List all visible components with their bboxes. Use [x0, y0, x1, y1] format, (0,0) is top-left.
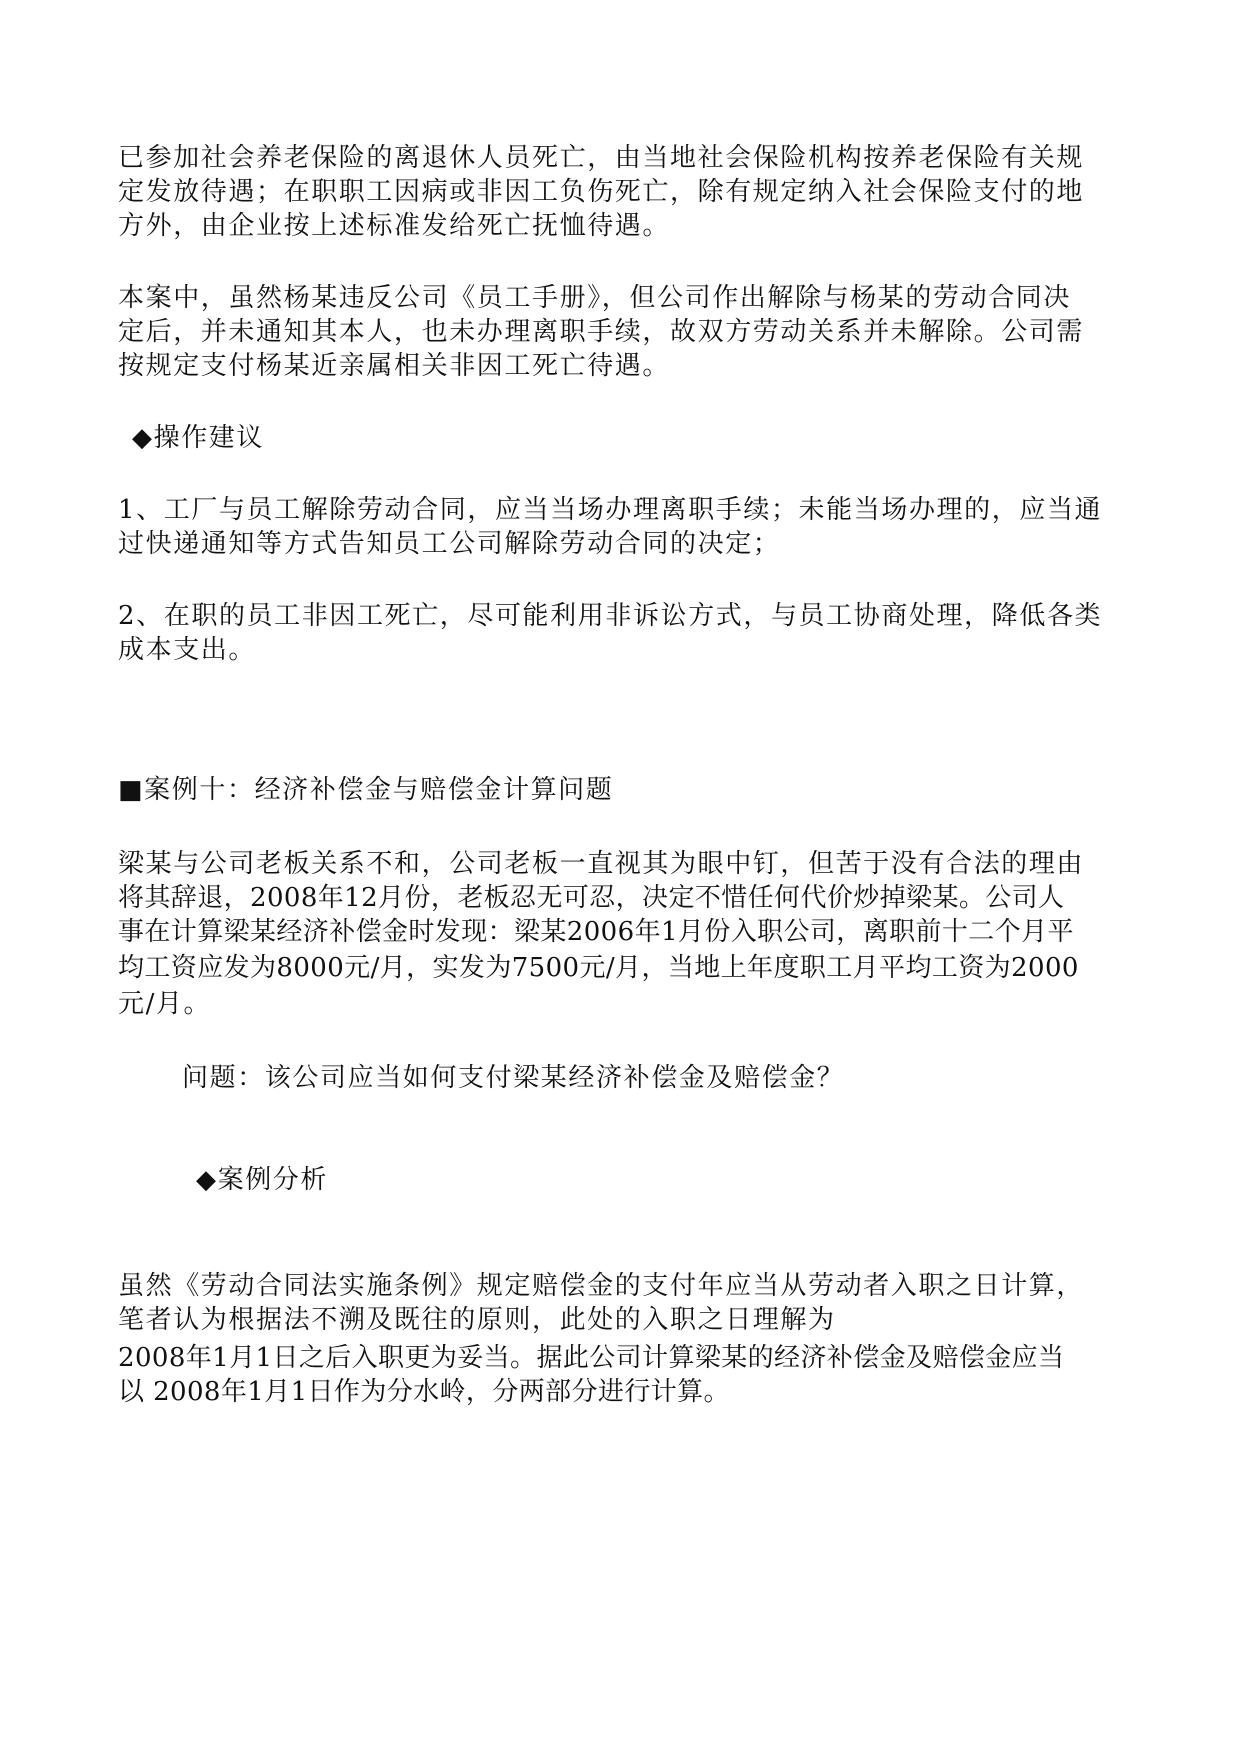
paragraph-line: 2、在职的员工非因工死亡，尽可能利用非诉讼方式，与员工协商处理，降低各类	[118, 601, 1103, 631]
paragraph-line: 将其辞退，2008年12月份，老板忍无可忍，决定不惜任何代价炒掉梁某。公司人	[118, 883, 1065, 913]
paragraph-line: 以 2008年1月1日作为分水岭，分两部分进行计算。	[118, 1377, 730, 1407]
paragraph-line: 方外，由企业按上述标准发给死亡抚恤待遇。	[118, 211, 671, 241]
paragraph-line: 定后，并未通知其本人，也未办理离职手续，故双方劳动关系并未解除。公司需	[118, 317, 1085, 347]
paragraph-line: 虽然《劳动合同法实施条例》规定赔偿金的支付年应当从劳动者入职之日计算，	[118, 1271, 1085, 1301]
paragraph-line: 按规定支付杨某近亲属相关非因工死亡待遇。	[118, 351, 671, 381]
paragraph-line: 1、工厂与员工解除劳动合同，应当当场办理离职手续；未能当场办理的，应当通	[118, 495, 1103, 525]
paragraph-line: 事在计算梁某经济补偿金时发现：梁某2006年1月份入职公司，离职前十二个月平	[118, 917, 1074, 947]
paragraph-line: 梁某与公司老板关系不和，公司老板一直视其为眼中钉，但苦于没有合法的理由	[118, 849, 1085, 879]
paragraph-line: 已参加社会养老保险的离退休人员死亡，由当地社会保险机构按养老保险有关规	[118, 143, 1085, 173]
paragraph-line: 笔者认为根据法不溯及既往的原则，此处的入职之日理解为	[118, 1305, 836, 1335]
paragraph-line: 定发放待遇；在职职工因病或非因工负伤死亡，除有规定纳入社会保险支付的地	[118, 177, 1085, 207]
question-text: 问题：该公司应当如何支付梁某经济补偿金及赔偿金？	[182, 1063, 845, 1093]
paragraph-line: 成本支出。	[118, 635, 257, 665]
case-title: ■案例十：经济补偿金与赔偿金计算问题	[118, 775, 614, 805]
paragraph-line: 过快递通知等方式告知员工公司解除劳动合同的决定；	[118, 529, 781, 559]
paragraph-line: 2008年1月1日之后入职更为妥当。据此公司计算梁某的经济补偿金及赔偿金应当	[118, 1343, 1065, 1373]
paragraph-line: 均工资应发为8000元/月，实发为7500元/月，当地上年度职工月平均工资为2000	[118, 953, 1079, 983]
section-heading-analysis: ◆案例分析	[196, 1165, 328, 1195]
paragraph-line: 元/月。	[118, 989, 212, 1019]
section-heading-advice: ◆操作建议	[132, 423, 264, 453]
paragraph-line: 本案中，虽然杨某违反公司《员工手册》，但公司作出解除与杨某的劳动合同决	[118, 283, 1072, 313]
